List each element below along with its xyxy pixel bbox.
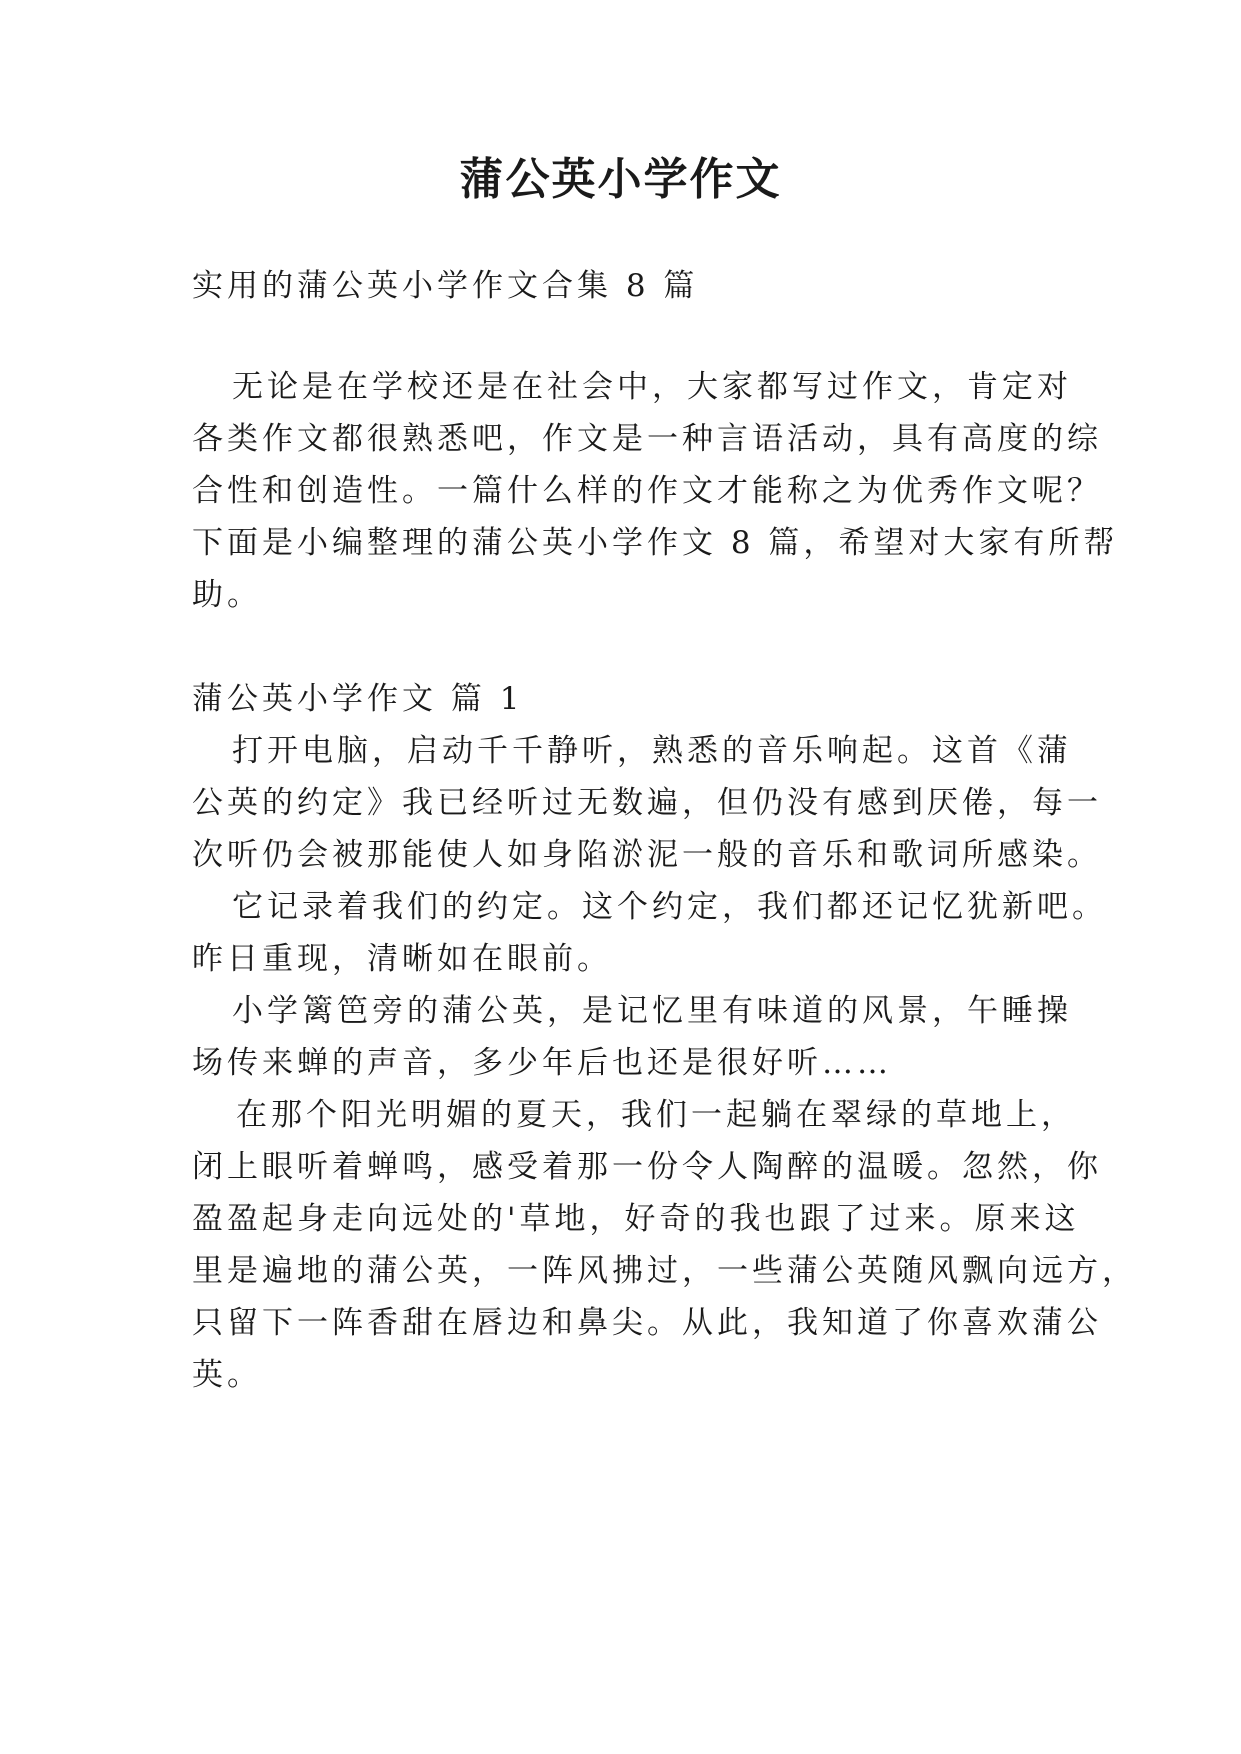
document-title: 蒲公英小学作文 (459, 154, 782, 205)
body-line: 公英的约定》我已经听过无数遍，但仍没有感到厌倦，每一 (192, 785, 1102, 821)
body-line: 只留下一阵香甜在唇边和鼻尖。从此，我知道了你喜欢蒲公 (192, 1305, 1102, 1341)
intro-line: 各类作文都很熟悉吧，作文是一种言语活动，具有高度的综 (192, 421, 1102, 457)
body-line: 英。 (192, 1357, 262, 1393)
body-line: 打开电脑，启动千千静听，熟悉的音乐响起。这首《蒲 (232, 733, 1072, 769)
intro-line: 无论是在学校还是在社会中，大家都写过作文，肯定对 (232, 369, 1072, 405)
body-line: 闭上眼听着蝉鸣，感受着那一份令人陶醉的温暖。忽然，你 (192, 1149, 1102, 1185)
body-line: 场传来蝉的声音，多少年后也还是很好听…… (192, 1045, 892, 1081)
body-line: 里是遍地的蒲公英，一阵风拂过，一些蒲公英随风飘向远方， (192, 1253, 1137, 1289)
body-line: 在那个阳光明媚的夏天，我们一起躺在翠绿的草地上， (236, 1097, 1076, 1133)
intro-line: 合性和创造性。一篇什么样的作文才能称之为优秀作文呢？ (192, 473, 1102, 509)
body-line: 小学篱笆旁的蒲公英，是记忆里有味道的风景，午睡操 (232, 993, 1072, 1029)
body-line: 次听仍会被那能使人如身陷淤泥一般的音乐和歌词所感染。 (192, 837, 1102, 873)
document-subtitle: 实用的蒲公英小学作文合集 8 篇 (192, 268, 699, 304)
body-line: 盈盈起身走向远处的'草地，好奇的我也跟了过来。原来这 (192, 1201, 1080, 1237)
section-heading: 蒲公英小学作文 篇 1 (192, 681, 524, 717)
body-line: 昨日重现，清晰如在眼前。 (192, 941, 612, 977)
intro-line: 下面是小编整理的蒲公英小学作文 8 篇，希望对大家有所帮 (192, 525, 1119, 561)
body-line: 它记录着我们的约定。这个约定，我们都还记忆犹新吧。 (232, 889, 1107, 925)
intro-line: 助。 (192, 577, 262, 613)
